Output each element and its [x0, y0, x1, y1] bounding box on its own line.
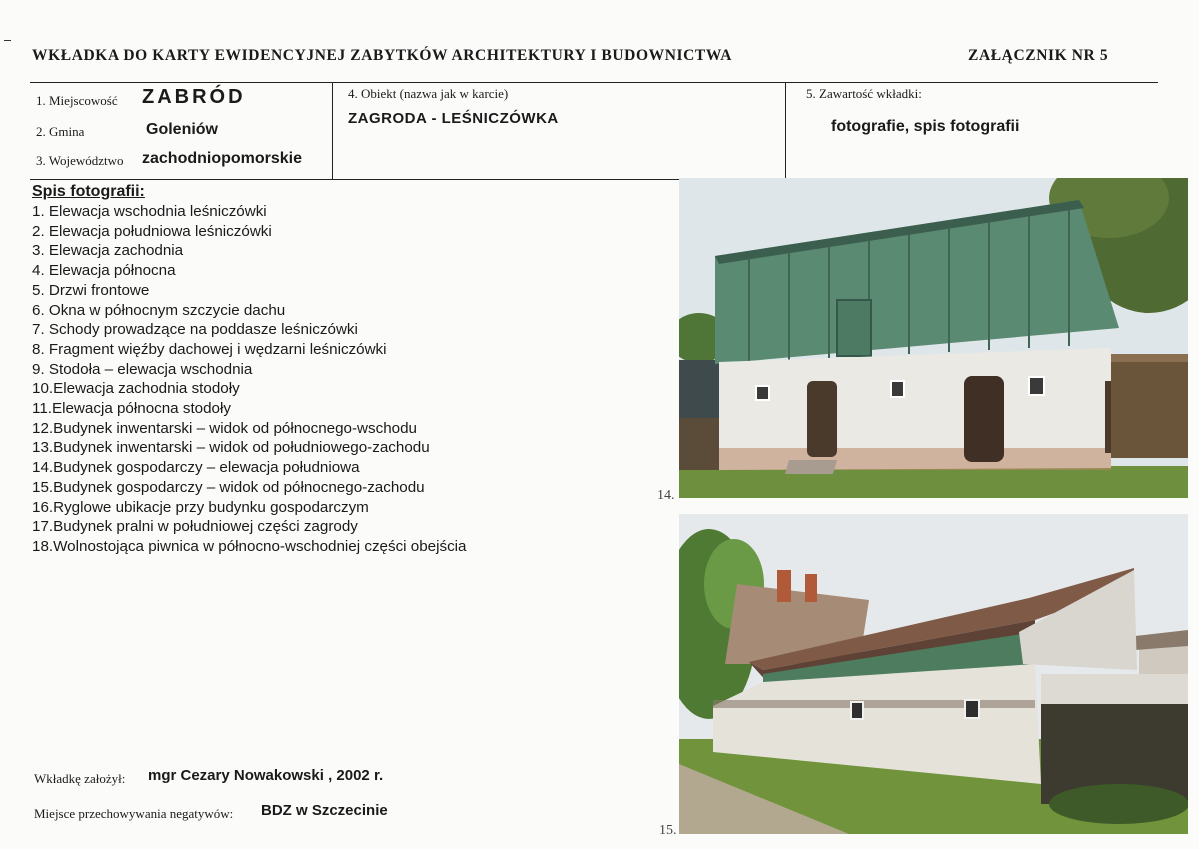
photo-list-item: 5. Drzwi frontowe	[32, 281, 150, 299]
author-value: mgr Cezary Nowakowski , 2002 r.	[148, 767, 384, 784]
author-label: Wkładkę założył:	[34, 771, 126, 786]
annex-number: ZAŁĄCZNIK NR 5	[968, 47, 1109, 64]
photo-list-item: 9. Stodoła – elewacja wschodnia	[32, 360, 253, 378]
voivodeship-label: 3. Województwo	[36, 153, 124, 168]
commune-value: Goleniów	[146, 121, 218, 138]
photo-15	[679, 514, 1188, 834]
photo-list	[32, 202, 466, 557]
photo-list-item: 14.Budynek gospodarczy – elewacja południowa	[32, 459, 360, 477]
photo-list-item: 13.Budynek inwentarski – widok od południowego-zachodu	[32, 439, 430, 457]
locality-label: 1. Miejscowość	[36, 93, 118, 108]
storage-value: BDZ w Szczecinie	[261, 802, 388, 819]
voivodeship-value: zachodniopomorskie	[142, 150, 303, 167]
contents-label: 5. Zawartość wkładki:	[806, 86, 922, 101]
photo-14-number: 14.	[657, 488, 675, 503]
photo-list-title: Spis fotografii:	[32, 183, 145, 200]
photo-list-item: 16.Ryglowe ubikacje przy budynku gospodarczym	[32, 498, 369, 516]
margin-mark	[4, 40, 11, 41]
photo-list-item: 8. Fragment więźby dachowej i wędzarni leśniczówki	[32, 340, 387, 358]
photo-list-item: 10.Elewacja zachodnia stodoły	[32, 380, 240, 398]
object-value: ZAGRODA - LEŚNICZÓWKA	[348, 110, 559, 127]
photo-list-item: 1. Elewacja wschodnia leśniczówki	[32, 203, 267, 220]
commune-label: 2. Gmina	[36, 124, 85, 139]
photo-list-item: 7. Schody prowadzące na poddasze leśniczówki	[32, 321, 358, 339]
photo-15-number: 15.	[659, 823, 677, 838]
object-label: 4. Obiekt (nazwa jak w karcie)	[348, 86, 509, 101]
contents-value: fotografie, spis fotografii	[831, 118, 1020, 135]
photo-list-item: 3. Elewacja zachodnia	[32, 242, 184, 260]
photo-15-image	[679, 514, 1188, 834]
photo-list-item: 15.Budynek gospodarczy – widok od północnego-zachodu	[32, 478, 425, 496]
photo-list-item: 4. Elewacja północna	[32, 262, 176, 280]
photo-list-item: 2. Elewacja południowa leśniczówki	[32, 222, 272, 240]
photo-list-item: 12.Budynek inwentarski – widok od północnego-wschodu	[32, 419, 417, 437]
photo-list-item: 18.Wolnostojąca piwnica w północno-wschodniej części obejścia	[32, 537, 467, 555]
storage-label: Miejsce przechowywania negatywów:	[34, 806, 234, 821]
form-divider-1	[332, 82, 333, 180]
photo-14	[679, 178, 1188, 498]
form-top-border	[30, 82, 1158, 83]
document-title: WKŁADKA DO KARTY EWIDENCYJNEJ ZABYTKÓW ARCHITEKTURY I BUDOWNICTWA	[32, 47, 733, 64]
form-divider-2	[785, 82, 786, 180]
photo-list-item: 17.Budynek pralni w południowej części zagrody	[32, 518, 358, 536]
photo-list-item: 11.Elewacja północna stodoły	[32, 400, 231, 418]
locality-value: ZABRÓD	[142, 86, 246, 108]
photo-14-image	[679, 178, 1188, 498]
photo-list-item: 6. Okna w północnym szczycie dachu	[32, 301, 286, 319]
